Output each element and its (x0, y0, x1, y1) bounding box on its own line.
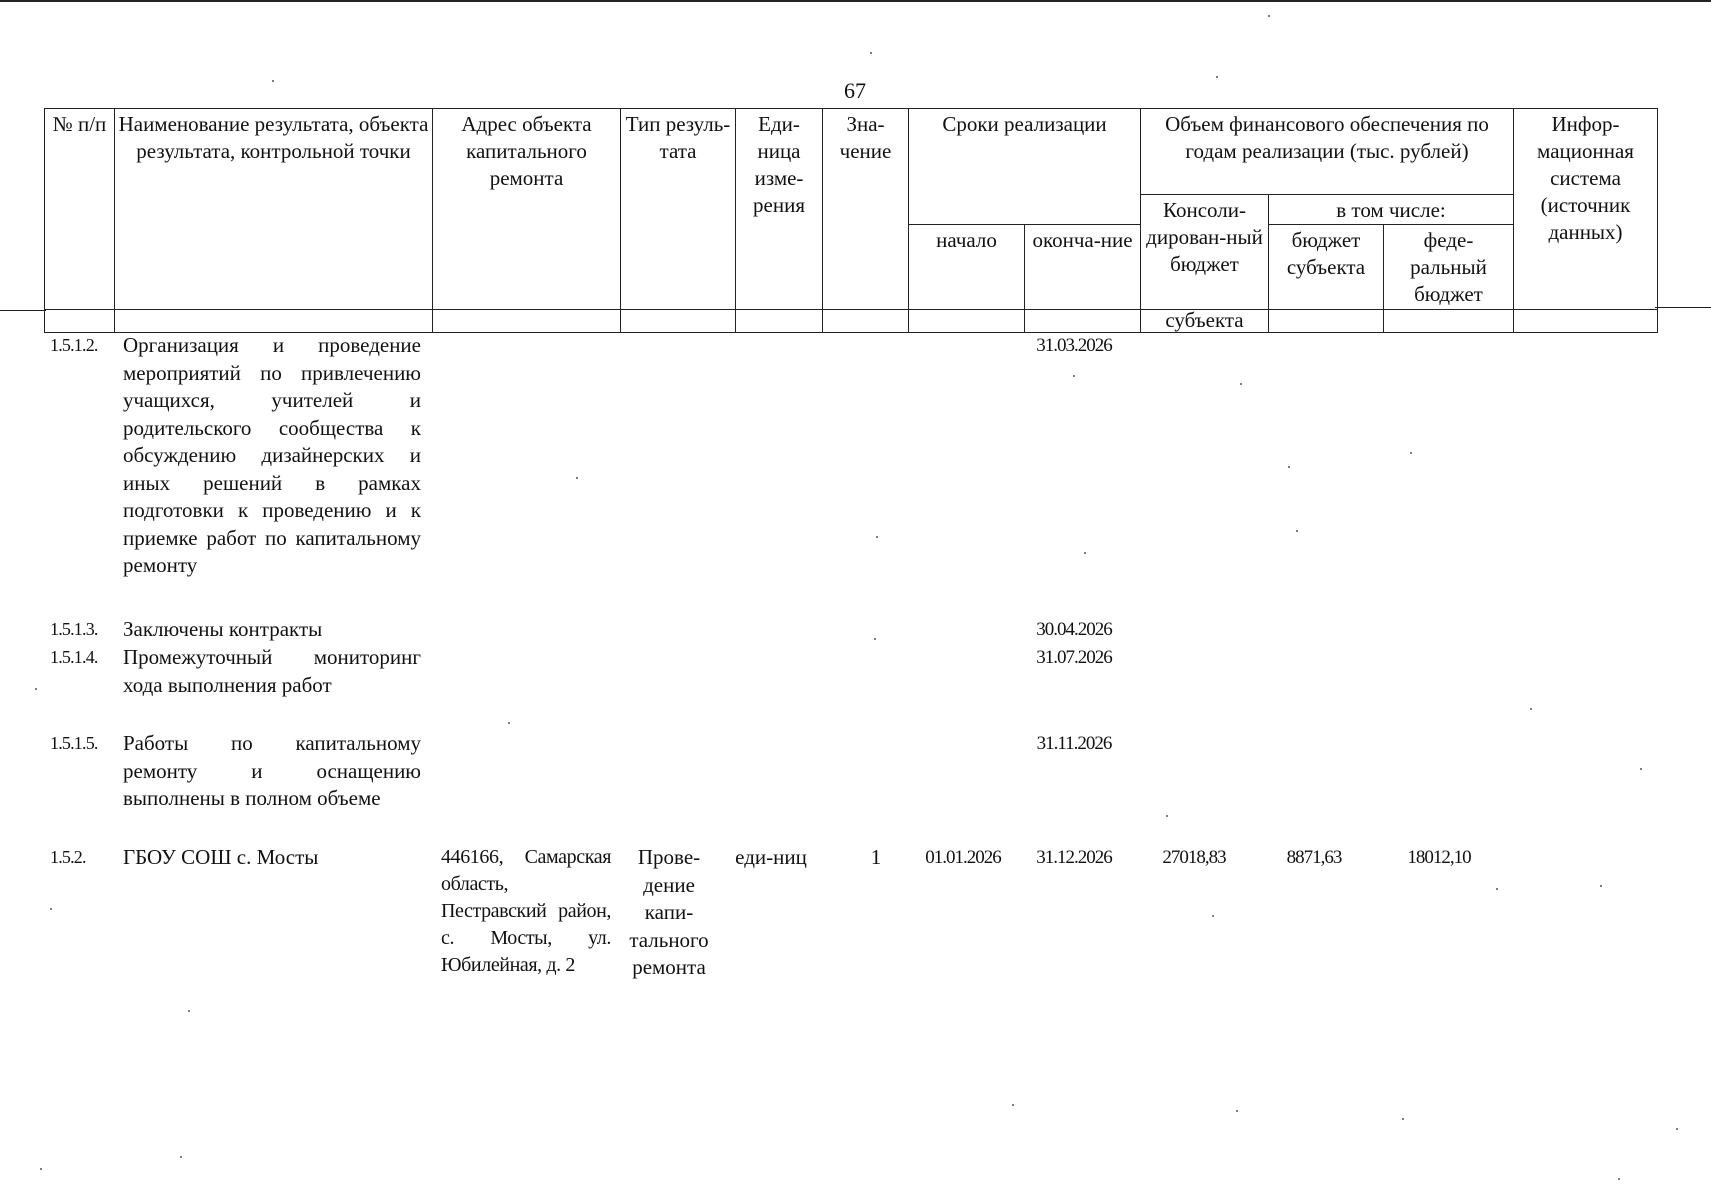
scan-speck (1676, 1128, 1678, 1130)
scan-speck (1073, 375, 1075, 377)
spacer-cell (1269, 310, 1384, 333)
header-date-start: начало (909, 225, 1025, 310)
page-top-border (0, 0, 1711, 2)
scan-speck (1212, 915, 1214, 917)
header-including: в том числе: (1269, 195, 1514, 225)
spacer-cell (621, 310, 736, 333)
scan-speck (1530, 708, 1532, 710)
spacer-cell (1384, 310, 1514, 333)
row-subject-budget: 8871,63 (1286, 847, 1342, 868)
scan-speck (1216, 76, 1218, 78)
scan-speck (1402, 1118, 1404, 1120)
row-name: ГБОУ СОШ с. Мосты (123, 845, 319, 869)
scan-speck (876, 536, 878, 538)
spacer-cell (115, 310, 433, 333)
row-end-date: 31.03.2026 (1036, 335, 1112, 356)
scan-speck (870, 52, 872, 54)
scan-speck (576, 477, 578, 479)
row-end-date: 30.04.2026 (1036, 619, 1112, 640)
row-end-date: 31.11.2026 (1036, 733, 1112, 754)
scan-speck (1296, 530, 1298, 532)
row-value: 1 (870, 845, 882, 869)
scan-speck (1236, 1110, 1238, 1112)
spacer-cell (45, 310, 115, 333)
header-federal-budget: феде-ральный бюджет (1384, 225, 1514, 310)
header-subject-budget: бюджет субъекта (1269, 225, 1384, 310)
spacer-cell (433, 310, 621, 333)
scan-speck (50, 908, 52, 910)
row-address: 446166, Самарская область, Пестравский район, с. Мосты, ул. Юбилейная, д. 2 (441, 846, 611, 976)
row-name: Промежуточный мониторинг хода выполнения работ (123, 645, 421, 697)
scan-speck (874, 638, 876, 640)
row-start-date: 01.01.2026 (925, 847, 1001, 868)
scan-speck (1240, 383, 1242, 385)
scan-speck (188, 1010, 190, 1012)
row-unit: еди-ниц (735, 845, 807, 869)
row-number: 1.5.2. (50, 847, 86, 867)
header-finance: Объем финансового обеспечения по годам реализации (тыс. рублей) (1141, 109, 1514, 195)
header-type: Тип резуль-тата (621, 109, 736, 310)
spacer-cell (736, 310, 823, 333)
page-number: 67 (844, 78, 866, 103)
header-table (44, 108, 1658, 333)
scan-speck (1166, 815, 1168, 817)
scan-speck (1084, 552, 1086, 554)
scan-speck (40, 1168, 42, 1170)
scan-speck (1618, 1178, 1620, 1180)
row-name: Заключены контракты (123, 617, 323, 641)
spacer-cell (1025, 310, 1141, 333)
row-name: Работы по капитальному ремонту и оснащению выполнены в полном объеме (123, 731, 421, 810)
scan-speck (1288, 466, 1290, 468)
header-name: Наименование результата, объекта результата, контрольной точки (115, 109, 433, 310)
header-left-rule (0, 310, 46, 311)
scan-speck (35, 688, 37, 690)
row-number: 1.5.1.5. (50, 733, 98, 753)
header-right-rule (1655, 307, 1711, 308)
header-info-system: Инфор-мационная система (источник данных) (1514, 109, 1658, 310)
scan-speck (1410, 452, 1412, 454)
scan-speck (1012, 1104, 1014, 1106)
spacer-cell (909, 310, 1025, 333)
row-number: 1.5.1.4. (50, 647, 98, 667)
header-value: Зна-чение (823, 109, 909, 310)
header-consolidated: Консоли-дирован-ный бюджет (1141, 195, 1269, 310)
header-num: № п/п (45, 109, 115, 310)
row-name: Организация и проведение мероприятий по привлечению учащихся, учителей и родительского сообщества к обсуждению дизайнерских и иных решений в рамках подготовки к проведению и к приемке работ по капитальному ремонту (123, 333, 421, 577)
scan-speck (272, 80, 274, 82)
header-date-end: оконча-ние (1025, 225, 1141, 310)
scan-speck (1640, 768, 1642, 770)
row-federal-budget: 18012,10 (1407, 847, 1471, 868)
spacer-cell (823, 310, 909, 333)
header-address: Адрес объекта капитального ремонта (433, 109, 621, 310)
scan-speck (508, 722, 510, 724)
row-type: Прове-дение капи-тального ремонта (629, 845, 709, 979)
header-dates: Сроки реализации (909, 109, 1141, 225)
row-end-date: 31.07.2026 (1036, 647, 1112, 668)
row-number: 1.5.1.2. (50, 335, 98, 355)
row-end-date: 31.12.2026 (1036, 847, 1112, 868)
row-number: 1.5.1.3. (50, 619, 98, 639)
scan-speck (1268, 15, 1270, 17)
scan-speck (1496, 888, 1498, 890)
scan-speck (180, 1156, 182, 1158)
header-unit: Еди-ница изме-рения (736, 109, 823, 310)
header-consolidated-tail: субъекта (1141, 310, 1269, 333)
scan-speck (1600, 885, 1602, 887)
spacer-cell (1514, 310, 1658, 333)
row-consolidated-budget: 27018,83 (1162, 847, 1226, 868)
